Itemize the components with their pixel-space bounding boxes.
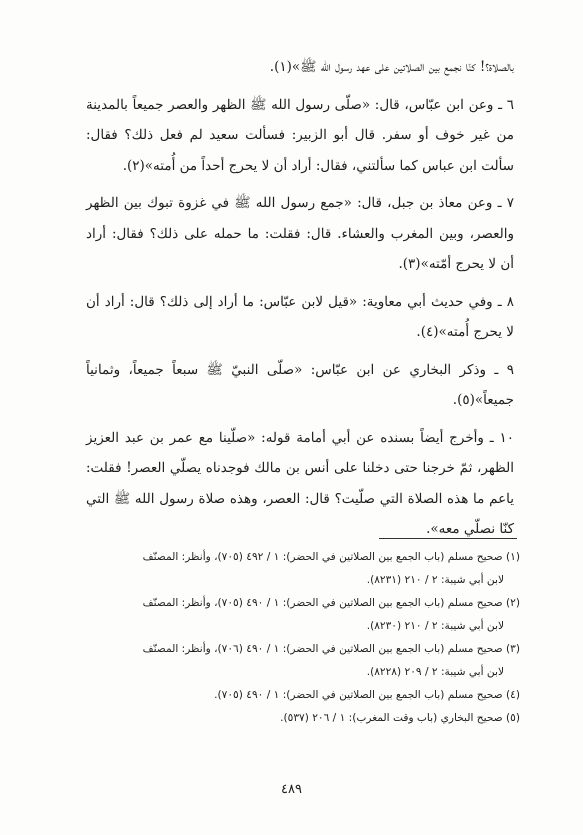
paragraph-hadith-7: ٧ ـ وعن معاذ بن جبل، قال: «جمع رسول الله ﷺ في غزوة تبوك بين الظهر والعصر، وبين المغرب والعشاء. قال: فقلت: ما حمله على ذلك؟ فقال: أراد أن لا يحرج أمّته»(٣).	[86, 195, 514, 272]
footnote-1-line1: (١) صحيح مسلم (باب الجمع بين الصلاتين في الحضر): ١ / ٤٩٢ (٧٠٥)، وأنظر: المصنّف	[142, 551, 520, 563]
footnote-5	[84, 707, 520, 730]
main-text	[86, 52, 514, 552]
footnote-3-line2: لابن أبي شيبة: ٢ / ٢٠٩ (٨٢٢٨).	[366, 666, 504, 678]
footnote-2-line1: (٢) صحيح مسلم (باب الجمع بين الصلاتين في الحضر): ١ / ٤٩٠ (٧٠٥)، وأنظر: المصنّف	[142, 597, 520, 609]
footnote-2-line2: لابن أبي شيبة: ٢ / ٢١٠ (٨٢٣٠).	[366, 620, 504, 632]
footnote-3	[84, 638, 520, 684]
footnote-1	[84, 546, 520, 592]
footnote-3-line1: (٣) صحيح مسلم (باب الجمع بين الصلاتين في الحضر): ١ / ٤٩٠ (٧٠٦)، وأنظر: المصنّف	[142, 643, 520, 655]
paragraph-hadith-10: ١٠ ـ وأخرج أيضاً بسنده عن أبي أمامة قوله: «صلّينا مع عمر بن عبد العزيز الظهر، ثمّ خرجنا حتى دخلنا على أنس بن مالك فوجدناه يصلّي العصر! فقلت: ياعم ما هذه الصلاة التي صلّيت؟ قال: العصر، وهذه صلاة رسول الله ﷺ التي كنّا نصلّي معه».	[86, 429, 514, 537]
paragraph-continuation: بالصلاة؟! كنّا نجمع بين الصلاتين على عهد رسول الله ﷺ»(١).	[269, 59, 514, 75]
footnote-separator	[379, 538, 517, 539]
footnote-2	[84, 592, 520, 638]
footnote-1-line2: لابن أبي شيبة: ٢ / ٢١٠ (٨٢٣١).	[366, 574, 504, 586]
paragraph-hadith-6: ٦ ـ وعن ابن عبّاس، قال: «صلّى رسول الله ﷺ الظهر والعصر جميعاً بالمدينة من غير خوف أو سفر. قال أبو الزبير: فسألت سعيد لم فعل ذلك؟ فقال: سألت ابن عباس كما سألتني، فقال: أراد أن لا يحرج أحداً من أُمته»(٢).	[86, 96, 514, 174]
footnotes	[84, 546, 520, 730]
footnote-5-line1: (٥) صحيح البخاري (باب وقت المغرب): ١ / ٢٠٦ (٥٣٧).	[280, 712, 520, 724]
page-number: ٤٨٩	[281, 782, 302, 797]
footnote-4-line1: (٤) صحيح مسلم (باب الجمع بين الصلاتين في الحضر): ١ / ٤٩٠ (٧٠٥).	[214, 689, 520, 701]
paragraph-hadith-8: ٨ ـ وفي حديث أبي معاوية: «قيل لابن عبّاس: ما أراد إلى ذلك؟ قال: أراد أن لا يحرج أُمته»(٤).	[86, 293, 514, 340]
footnote-4	[84, 684, 520, 707]
paragraph-hadith-9: ٩ ـ وذكر البخاري عن ابن عبّاس: «صلّى النبيّ ﷺ سبعاً جميعاً، وثمانياً جميعاً»(٥).	[86, 361, 514, 408]
